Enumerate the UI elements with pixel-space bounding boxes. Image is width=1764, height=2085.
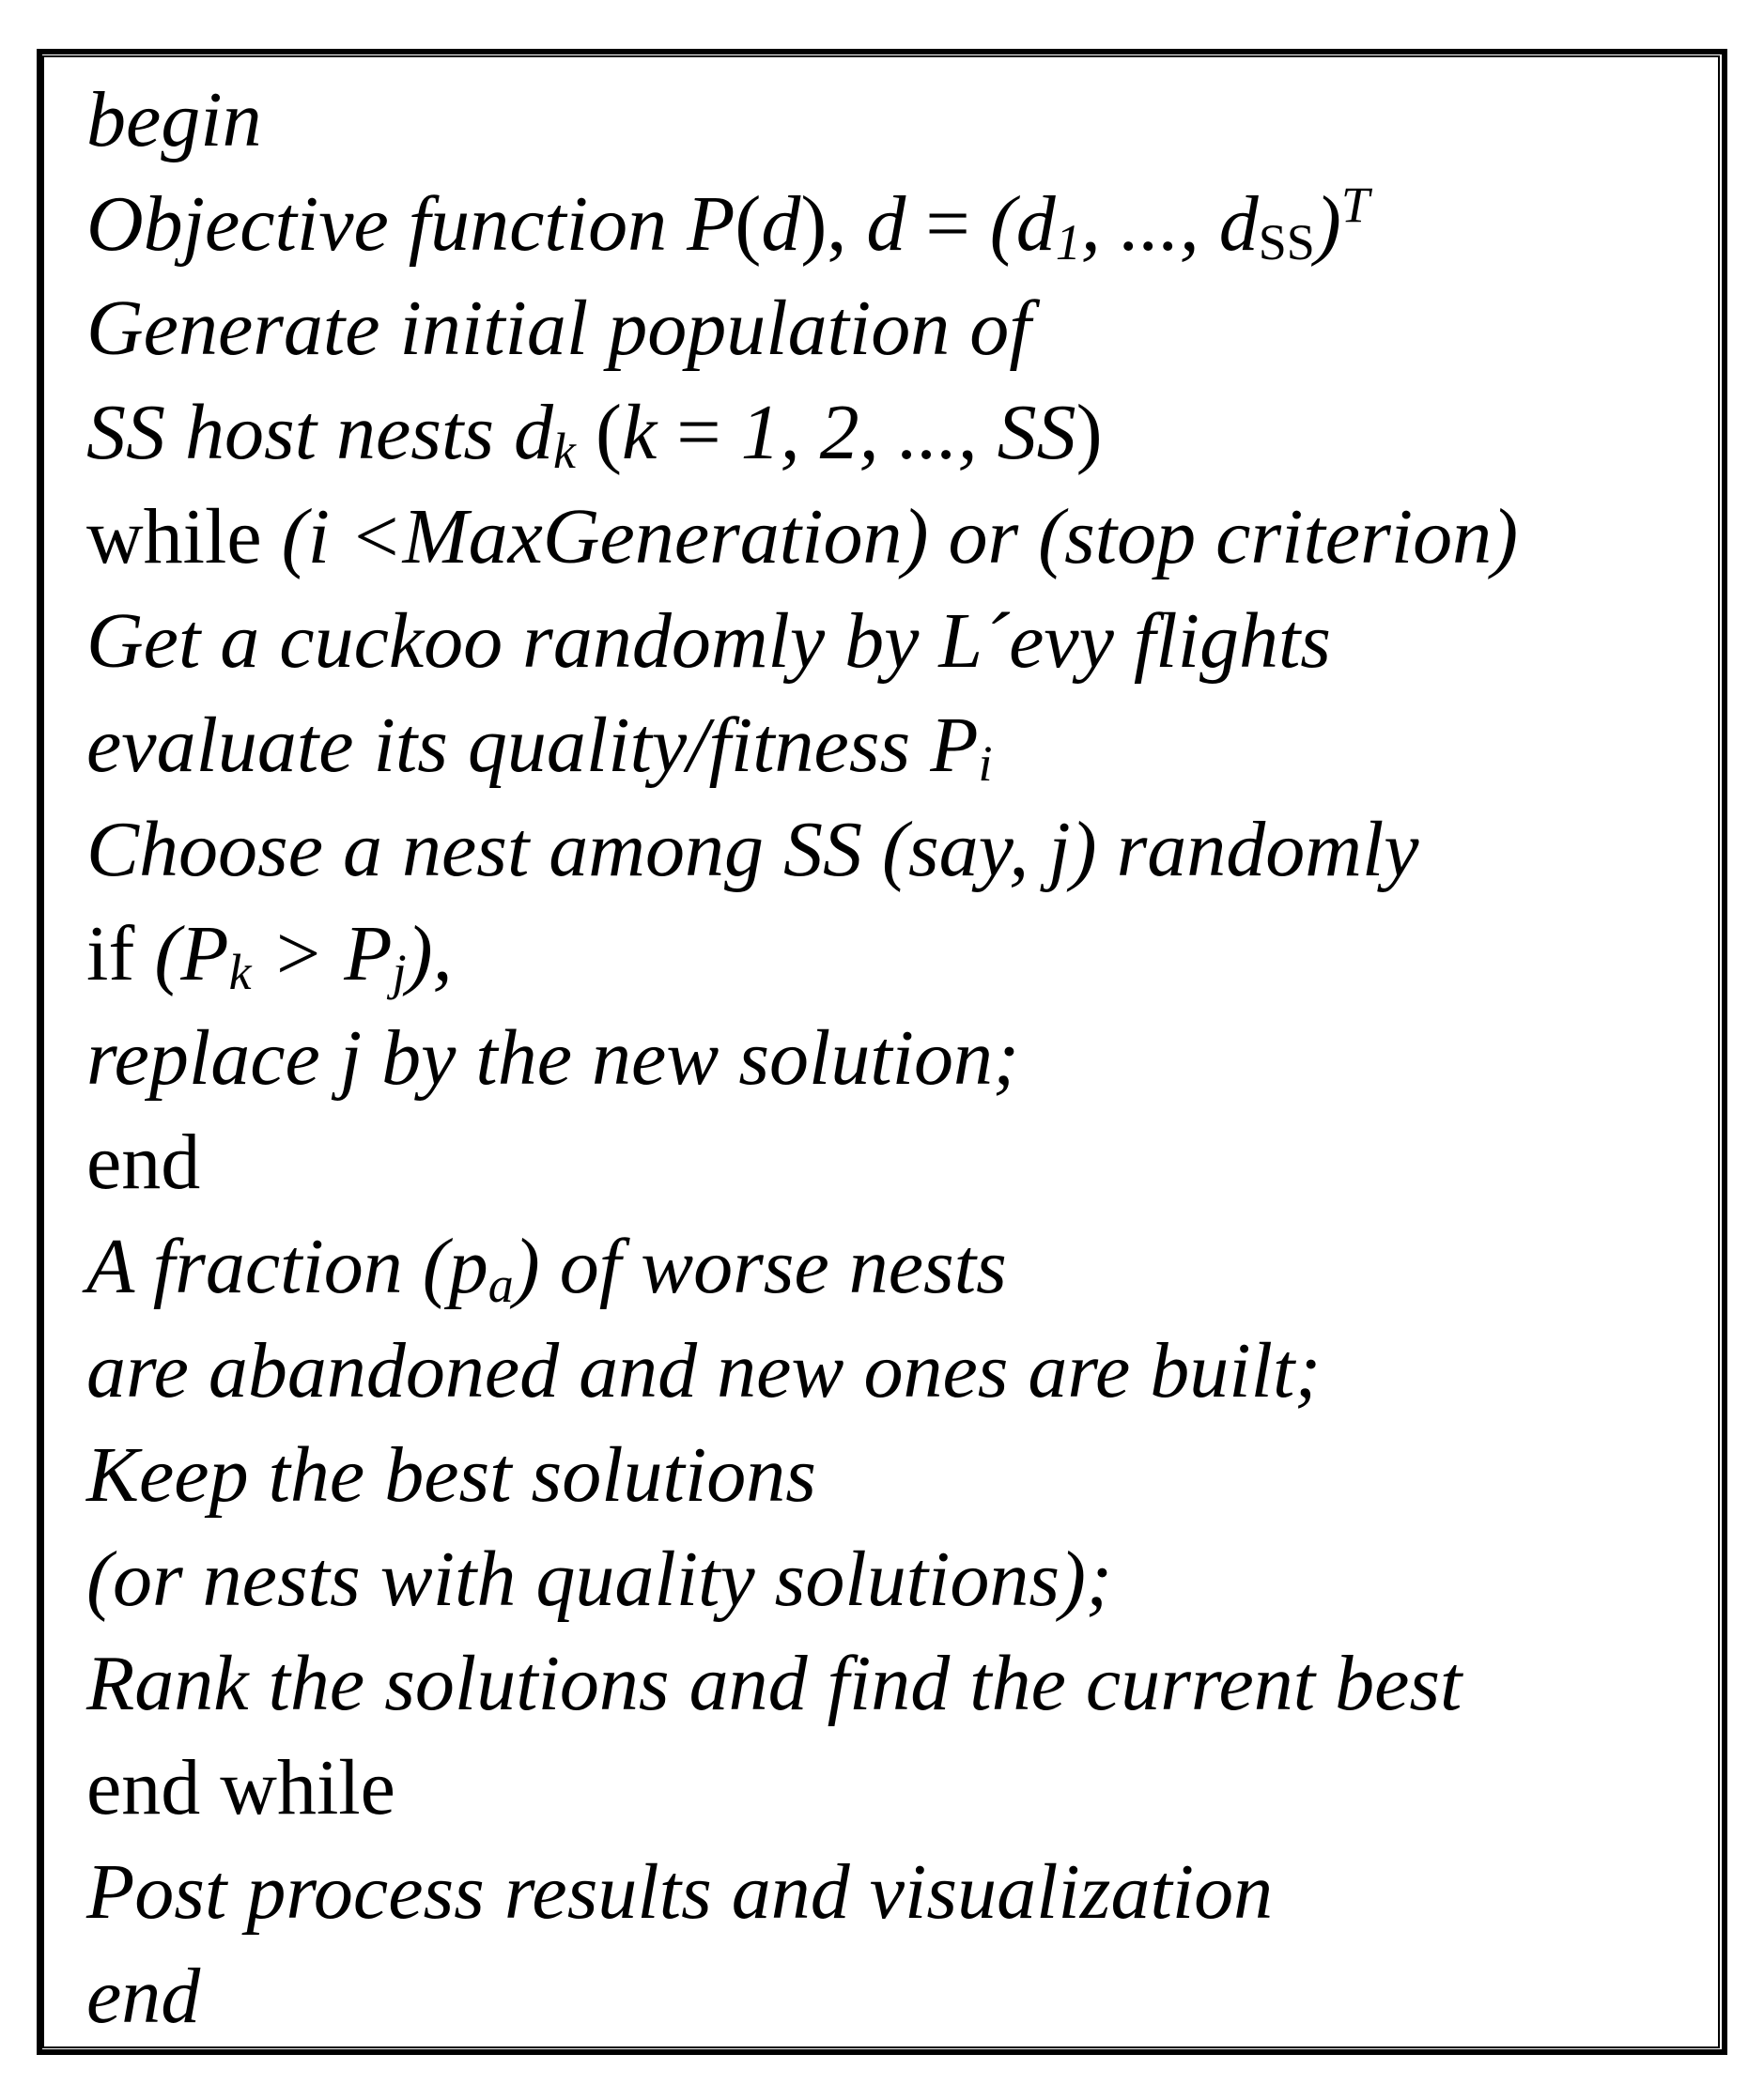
line-keep: Keep the best solutions xyxy=(86,1431,816,1519)
line-choose: Choose a nest among SS (say, j) randomly xyxy=(86,806,1419,893)
line-end: end xyxy=(86,1953,201,2040)
line-or-nests: (or nests with quality solutions); xyxy=(86,1536,1112,1623)
line-end-while: end while xyxy=(86,1744,395,1831)
line-begin: begin xyxy=(86,76,262,163)
pseudocode-block xyxy=(86,68,1721,2048)
line-post: Post process results and visualization xyxy=(86,1848,1274,1936)
line-if: if (Pk > Pj), xyxy=(86,910,453,1000)
line-get-cuckoo: Get a cuckoo randomly by L´evy flights xyxy=(86,597,1331,685)
line-evaluate: evaluate its quality/fitness Pi xyxy=(86,702,993,792)
line-generate: Generate initial population of xyxy=(86,285,1031,372)
line-replace: replace j by the new solution; xyxy=(86,1014,1019,1102)
line-rank: Rank the solutions and find the current best xyxy=(86,1640,1462,1727)
line-while: while (i <MaxGeneration) or (stop criterion) xyxy=(86,493,1519,580)
line-fraction: A fraction (pa) of worse nests xyxy=(86,1223,1007,1313)
line-end-if: end xyxy=(86,1119,201,1206)
line-abandoned: are abandoned and new ones are built; xyxy=(86,1327,1322,1414)
line-objective: Objective function P(d), d = (d1, ..., dSS)$^T$ xyxy=(86,177,1369,270)
line-host-nests: SS host nests dk (k = 1, 2, ..., SS) xyxy=(86,389,1103,479)
